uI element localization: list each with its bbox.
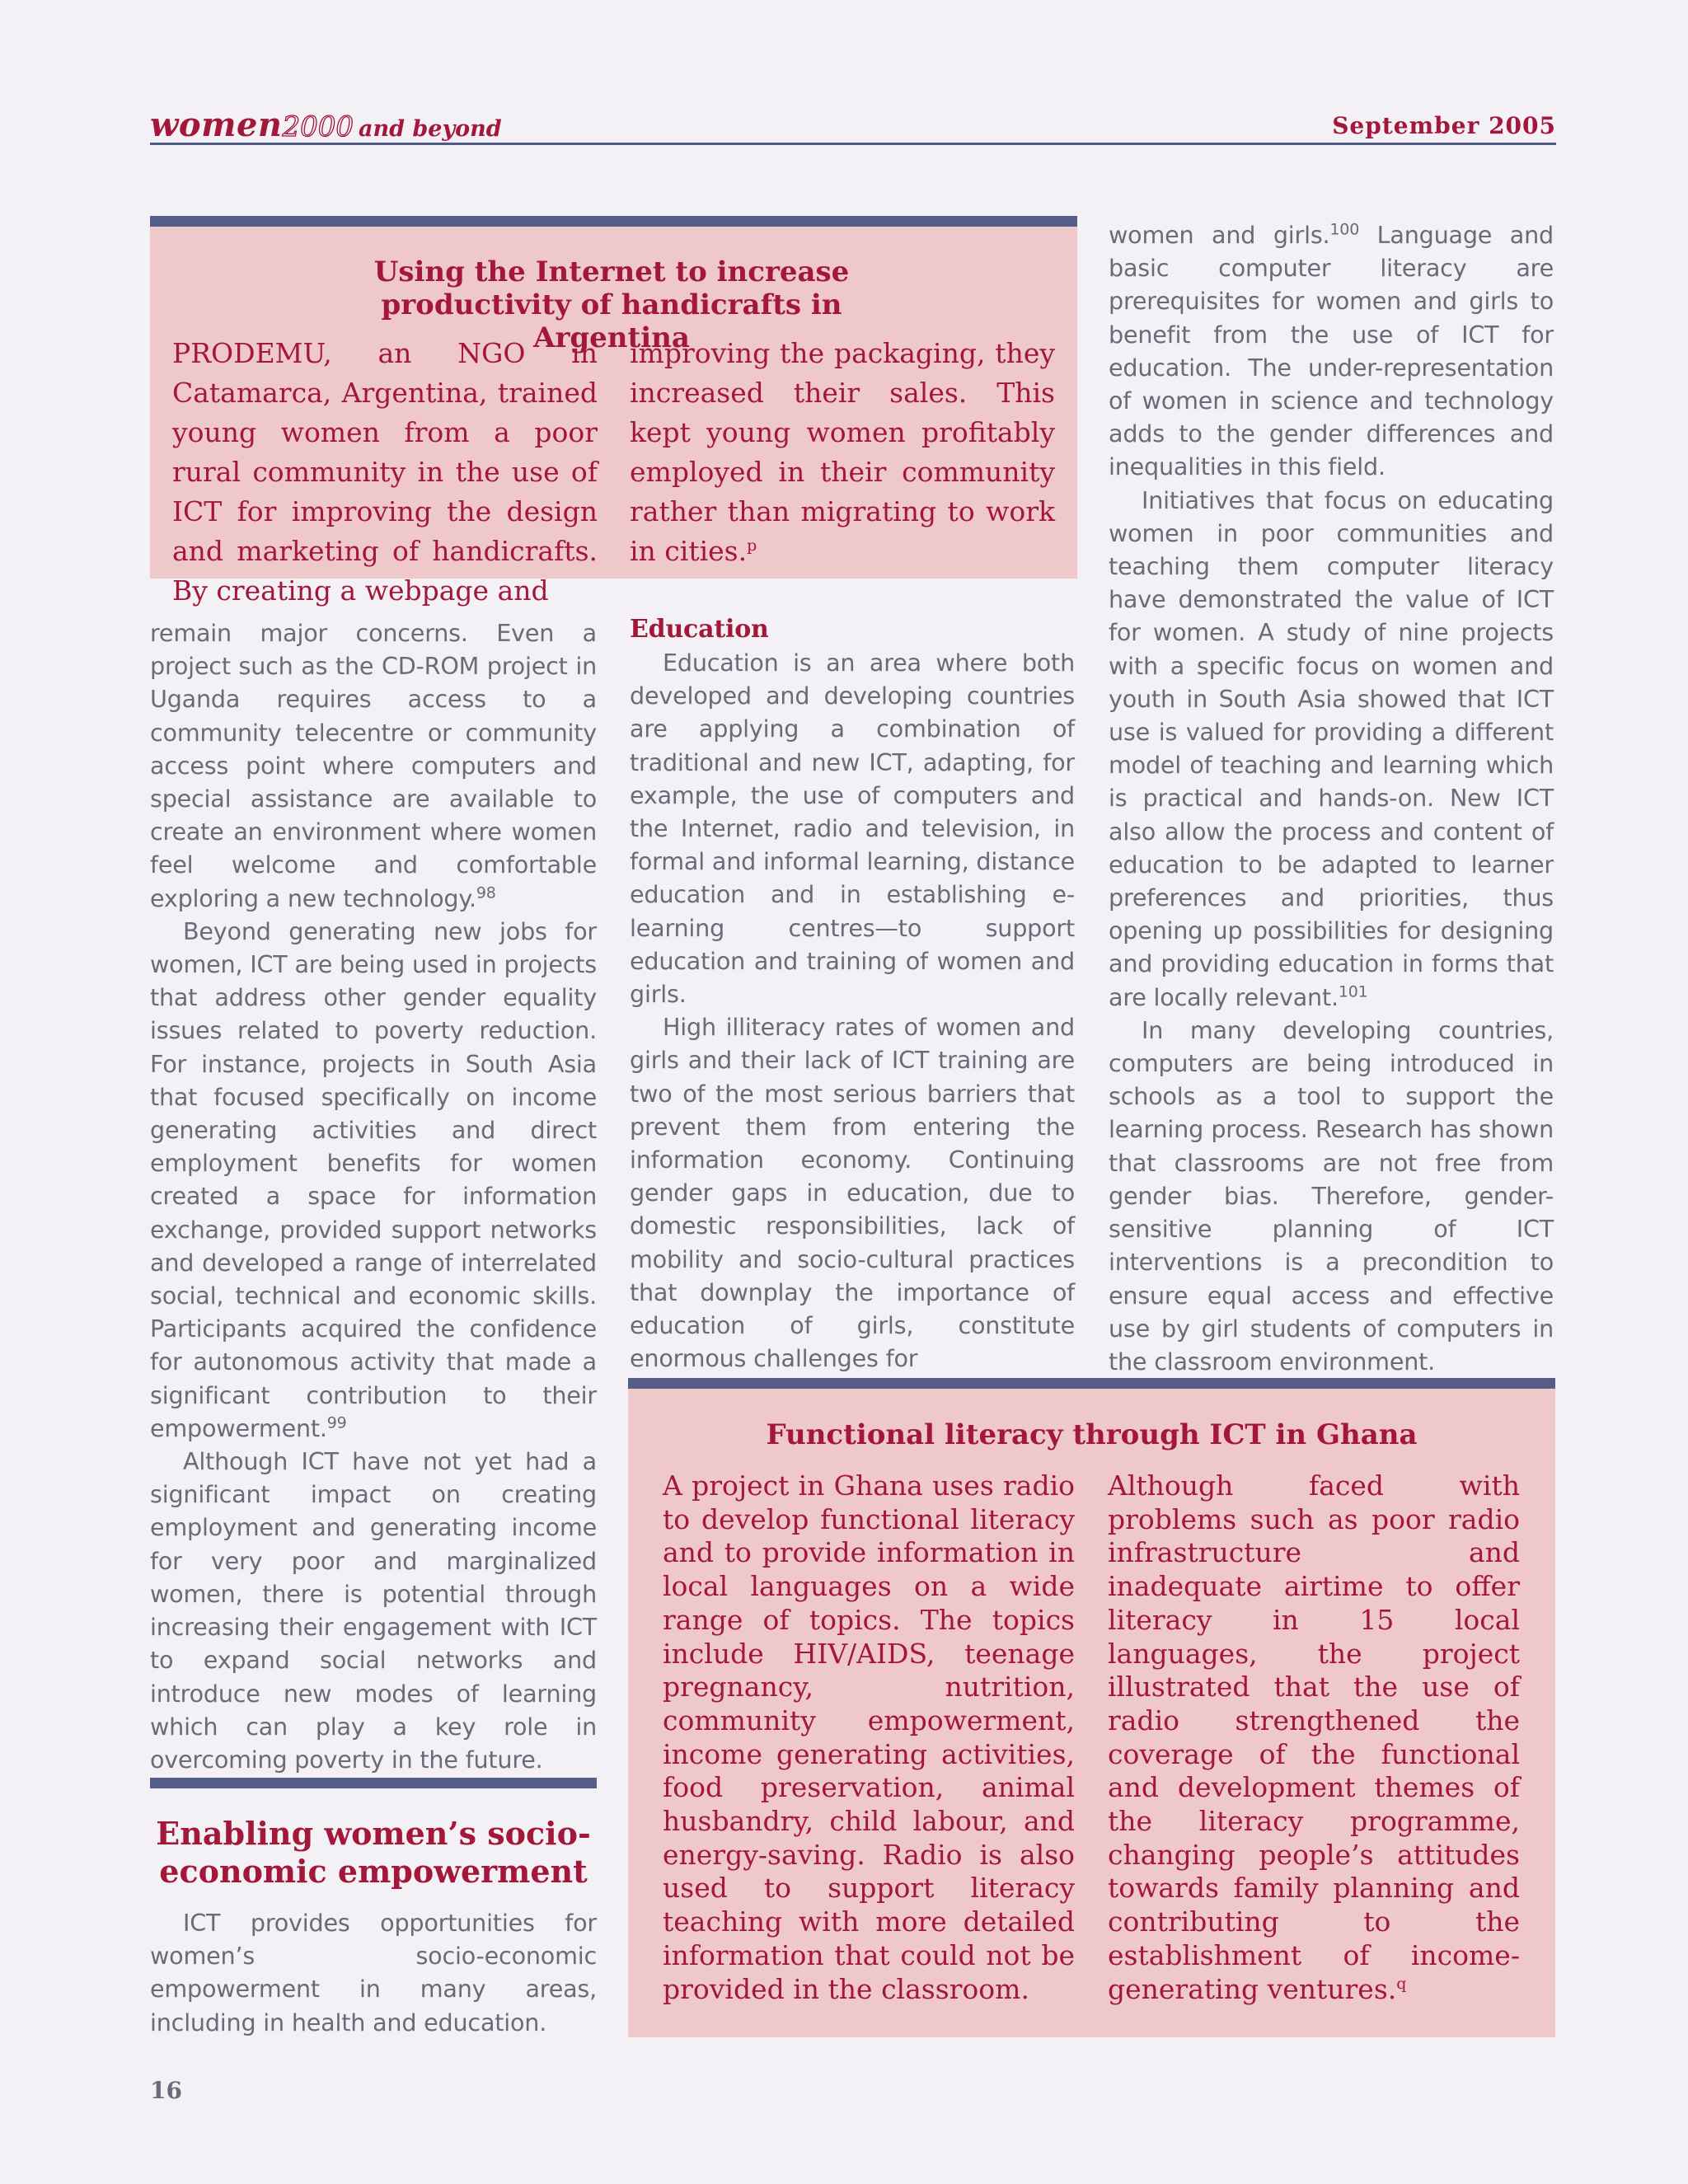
footnote-ref-p: p xyxy=(747,537,757,555)
footnote-ref-100: 100 xyxy=(1329,220,1360,239)
left-column xyxy=(150,616,597,1776)
middle-paragraph-2: High illiteracy rates of women and girls and their lack of ICT training are two of the most serious barriers that prevent them from entering the information economy. Continuing gender gaps in education, due to domestic responsibilities, lack of mobility and socio-cultural practices that downplay the importance of education of girls, constitute enormous challenges for xyxy=(630,1013,1075,1373)
middle-paragraph-1: Education is an area where both developed and developing countries are applying a combination of traditional and new ICT, adapting, for example, the use of computers and the Internet, radio and television, in formal and informal learning, distance education and in establishing e-learning centres—to support education and training of women and girls. xyxy=(630,649,1075,1009)
right-paragraph-1: women and girls.$^{100}$ Language and basic computer literacy are prerequisites for women and girls to benefit from the use of ICT for education. The under-representation of women in science and technology adds to the gender differences and inequalities in this field. xyxy=(1109,220,1554,481)
page-header xyxy=(150,105,1556,145)
left-paragraph-1: remain major concerns. Even a project such as the CD-ROM project in Uganda requires access to a community telecentre or community access point where computers and special assistance are available to create an environment where women feel welcome and comfortable exploring a new technology.$^{98}$ xyxy=(150,619,597,912)
ghana-box-title: Functional literacy through ICT in Ghana xyxy=(766,1418,1418,1451)
argentina-box-col2 xyxy=(630,334,1055,571)
footnote-ref-q: q xyxy=(1396,1974,1407,1993)
issue-date: September 2005 xyxy=(1332,112,1556,139)
right-paragraph-3: In many developing countries, computers are being introduced in schools as a tool to support the learning process. Research has shown that classrooms are not free from gender bias. Therefore, gender-sensitive planning of ICT interventions is a precondition to ensure equal access and effective use by girl students of computers in the classroom environment. xyxy=(1109,1015,1554,1376)
middle-column xyxy=(630,613,1075,1375)
section-title-empowerment: Enabling women’s socio-economic empowerment xyxy=(156,1815,591,1890)
section-divider xyxy=(150,1778,597,1788)
right-paragraph-2: Initiatives that focus on educating women in poor communities and teaching them computer literacy have demonstrated the value of ICT for women. A study of nine projects with a specific focus on women and youth in South Asia showed that ICT use is valued for providing a different model of teaching and learning which is practical and hands-on. New ICT also allow the process and content of education to be adapted to learner preferences and priorities, thus opening up possibilities for designing and providing education in forms that are locally relevant.$^{101}$ xyxy=(1109,485,1554,1011)
left-paragraph-2: Beyond generating new jobs for women, ICT are being used in projects that address other gender equality issues related to poverty reduction. For instance, projects in South Asia that focused specifically on income generating activities and direct employment benefits for women created a space for information exchange, provided support networks and developed a range of interrelated social, technical and economic skills. Participants acquired the confidence for autonomous activity that made a significant contribution to their empowerment.$^{99}$ xyxy=(150,916,597,1442)
argentina-box-col1: PRODEMU, an NGO in Catamarca, Argentina, trained young women from a poor rural community in the use of ICT for improving the design and marketing of handicrafts. By creating a webpage and xyxy=(172,337,598,607)
ghana-box-col2-text: Although faced with problems such as poor radio infrastructure and inadequate airtime to offer literacy in 15 local languages, the project illustrated that the use of radio strengthened the coverage of the functional and development themes of the literacy programme, changing people’s attitudes towards family planning and contributing to the establishment of income-generating ventures. xyxy=(1108,1469,1520,2005)
education-heading: Education xyxy=(630,615,769,644)
page-number: 16 xyxy=(150,2077,182,2104)
left-column-lower xyxy=(150,1906,597,2039)
ghana-box xyxy=(628,1378,1555,2037)
right-column xyxy=(1109,218,1554,1378)
brand-year: 2000 xyxy=(282,110,354,143)
footnote-ref-101: 101 xyxy=(1338,982,1368,1001)
left-paragraph-4: ICT provides opportunities for women’s socio-economic empowerment in many areas, including in health and education. xyxy=(150,1909,597,2036)
brand-women: women xyxy=(150,105,283,144)
ghana-box-col1: A project in Ghana uses radio to develop functional literacy and to provide information in local languages on a wide range of topics. The topics include HIV/AIDS, teenage pregnancy, nutrition, community empowerment, income generating activities, food preservation, animal husbandry, child labour, and energy-saving. Radio is also used to support literacy teaching with more detailed information that could not be provided in the classroom. xyxy=(663,1469,1075,2005)
argentina-box-col2-text: improving the packaging, they increased their sales. This kept young women profitably employed in their community rather than migrating to work in cities. xyxy=(630,337,1055,567)
footnote-ref-99: 99 xyxy=(326,1413,347,1432)
argentina-box-title: Using the Internet to increase productivity of handicrafts in Argentina xyxy=(373,255,850,354)
argentina-box xyxy=(150,216,1077,607)
ghana-box-col2 xyxy=(1108,1469,1520,2006)
left-paragraph-3: Although ICT have not yet had a significant impact on creating employment and generating income for very poor and marginalized women, there is potential through increasing their engagement with ICT to expand social networks and introduce new modes of learning which can play a key role in overcoming poverty in the future. xyxy=(150,1447,597,1774)
brand-tagline: and beyond xyxy=(359,116,502,142)
publication-title xyxy=(150,105,502,144)
footnote-ref-98: 98 xyxy=(476,883,496,902)
